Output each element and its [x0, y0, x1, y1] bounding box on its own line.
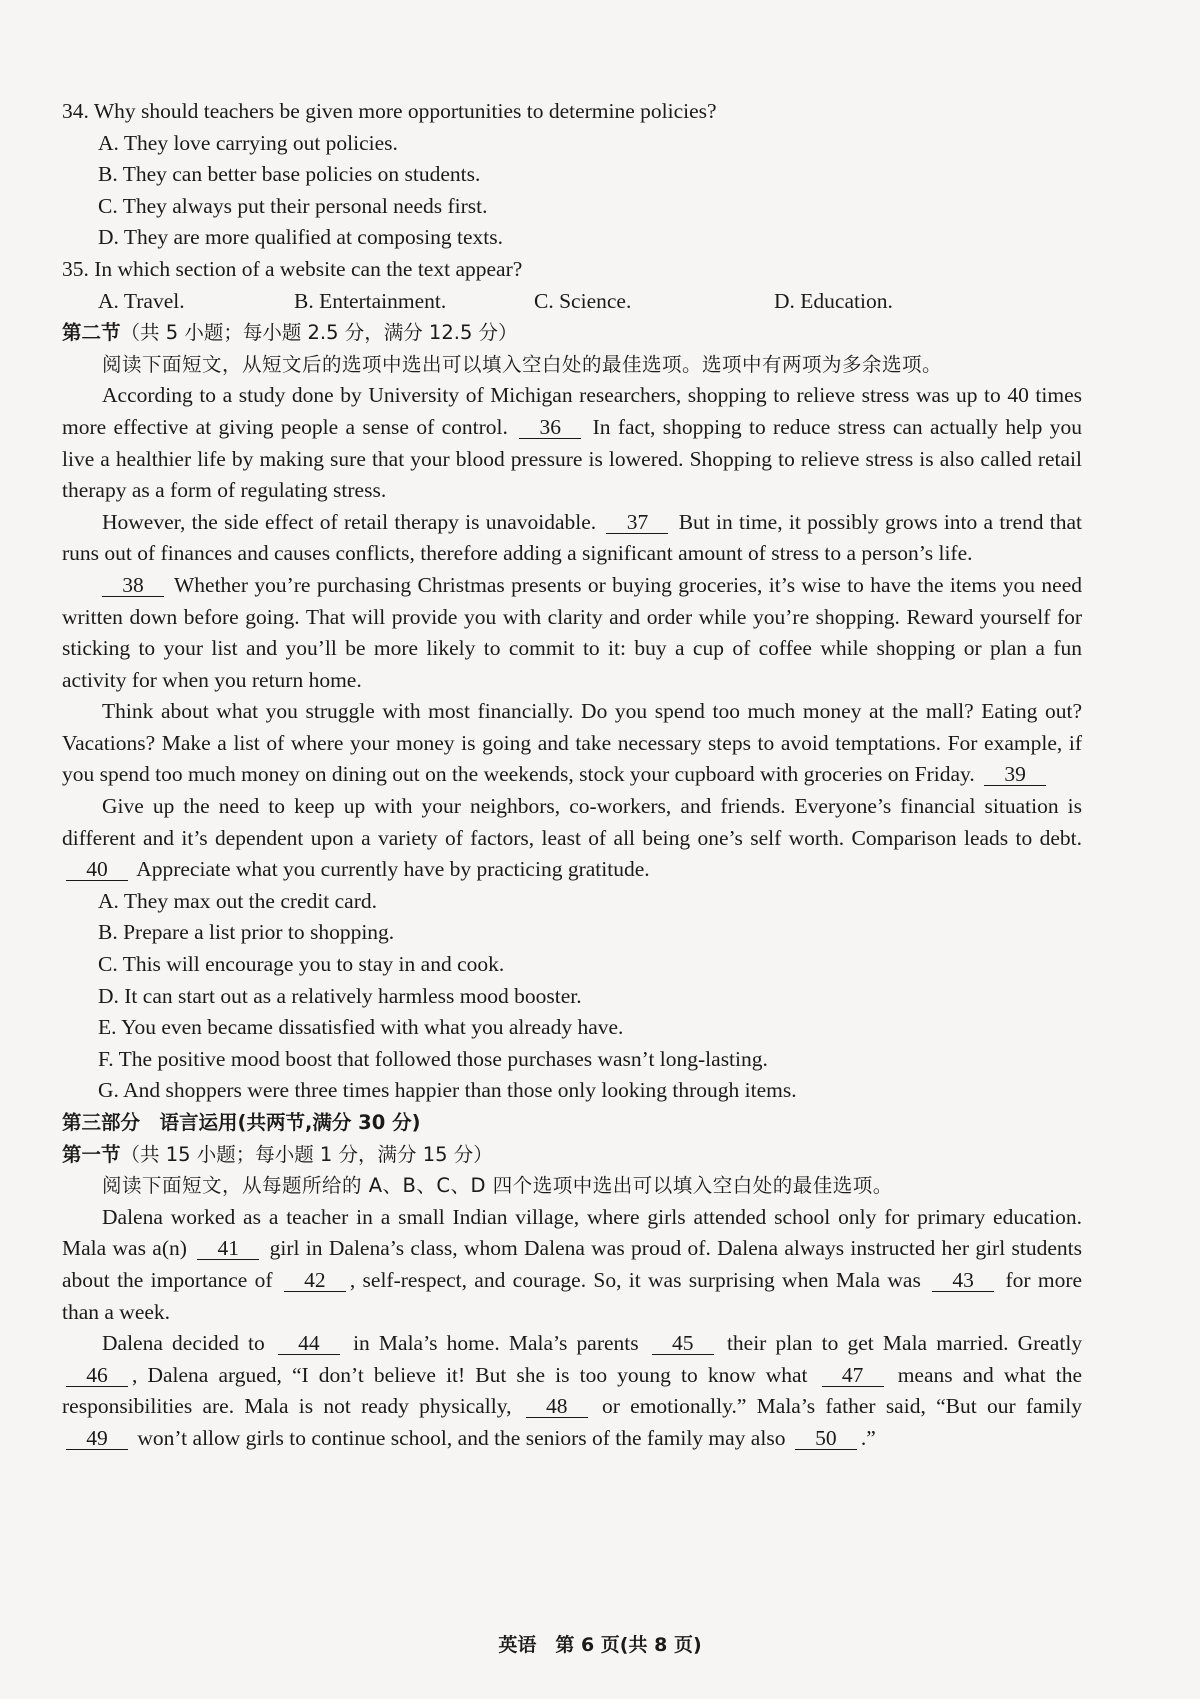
passage-text: girl in Dalena’s class, whom Dalena was proud of. Dalena always instructed her girl students about the importance of	[62, 1236, 1083, 1292]
passage-text: According to a study done by University of Michigan researchers, shopping to relieve stress was up to 40 times more effective at giving people a sense of control.	[62, 383, 1082, 439]
seven-choice-option-b: B. Prepare a list prior to shopping.	[98, 920, 395, 945]
passage-text: In fact, shopping to reduce stress can actually help you live a healthier life by making sure that your blood pressure is lowered. Shopping to relieve stress is also called retail therapy as a form of regulating stress.	[62, 414, 1083, 503]
blank-40: 40	[66, 858, 128, 881]
passage-text: their plan to get Mala married. Greatly	[726, 1331, 1083, 1356]
passage2-paragraph-1	[62, 1202, 1082, 1328]
passage-text: means and what the responsibilities are. Mala is not ready physically,	[62, 1362, 1082, 1419]
part-3-heading	[62, 1107, 1082, 1139]
passage-text: However, the side effect of retail therapy is unavoidable.	[102, 509, 597, 534]
passage-text: Think about what you struggle with most financially. Do you spend too much money at the mall? Eating out? Vacations? Make a list of where your money is going and take necessary steps to avoid temptations. For example, if you spend too much money on dining out on the weekends, stock your cupboard with groceries on Friday.	[62, 699, 1082, 787]
passage1-paragraph-3	[62, 570, 1082, 696]
seven-choice-option-e: E. You even became dissatisfied with what you already have.	[98, 1015, 624, 1040]
question-35-option-b: B. Entertainment.	[294, 288, 447, 313]
question-35-option-a: A. Travel.	[98, 288, 185, 313]
blank-48: 48	[526, 1395, 588, 1418]
blank-42: 42	[284, 1269, 346, 1292]
section-2-heading	[62, 317, 1082, 349]
passage-text: won’t allow girls to continue school, and the seniors of the family may also	[137, 1425, 786, 1450]
passage-text: , self-respect, and courage. So, it was surprising when Mala was	[349, 1267, 921, 1292]
passage1-paragraph-1	[62, 380, 1082, 506]
section-1-info: （共 15 小题；每小题 1 分，满分 15 分）	[120, 1142, 493, 1166]
blank-43: 43	[932, 1269, 994, 1292]
passage1-paragraph-2	[62, 507, 1082, 570]
passage1-paragraph-5	[62, 791, 1082, 886]
blank-38: 38	[102, 574, 164, 597]
passage1-paragraph-4	[62, 696, 1082, 791]
passage-text: Appreciate what you currently have by practicing gratitude.	[136, 857, 650, 882]
section-1-heading	[62, 1139, 1082, 1171]
section-2-title: 第二节	[62, 321, 121, 345]
question-34-stem: 34. Why should teachers be given more opportunities to determine policies?	[62, 99, 717, 123]
section-1-title: 第一节	[62, 1142, 121, 1166]
seven-choice-option-d: D. It can start out as a relatively harmless mood booster.	[98, 983, 582, 1008]
blank-44: 44	[278, 1332, 340, 1355]
seven-choice-option-f: F. The positive mood boost that followed those purchases wasn’t long-lasting.	[98, 1046, 768, 1071]
blank-50: 50	[795, 1427, 857, 1450]
passage-text: .”	[860, 1425, 876, 1450]
part-3-title: 语言运用(共两节,满分 30 分)	[159, 1111, 421, 1134]
passage-text: Give up the need to keep up with your neighbors, co-workers, and friends. Everyone’s financial situation is different and it’s dependent upon a variety of factors, least of all being one’s self worth. Comparison leads to debt.	[62, 794, 1082, 850]
blank-46: 46	[66, 1364, 128, 1387]
blank-37: 37	[606, 511, 668, 534]
passage-text: But in time, it possibly grows into a trend that runs out of finances and causes conflicts, therefore adding a significant amount of stress to a person’s life.	[62, 509, 1083, 566]
section-2-info: （共 5 小题；每小题 2.5 分，满分 12.5 分）	[120, 321, 518, 345]
blank-49: 49	[66, 1427, 128, 1450]
blank-36: 36	[519, 416, 581, 439]
blank-41: 41	[197, 1237, 259, 1260]
question-34-option-d: D. They are more qualified at composing texts.	[98, 225, 504, 250]
section-1-instruction: 阅读下面短文，从每题所给的 A、B、C、D 四个选项中选出可以填入空白处的最佳选项。	[102, 1174, 893, 1198]
seven-choice-option-g: G. And shoppers were three times happier than those only looking through items.	[98, 1078, 797, 1103]
passage-text: for more than a week.	[62, 1267, 1083, 1324]
seven-choice-option-c: C. This will encourage you to stay in and cook.	[98, 952, 505, 977]
blank-45: 45	[652, 1332, 714, 1355]
question-34-option-c: C. They always put their personal needs first.	[98, 193, 488, 218]
question-34-option-b: B. They can better base policies on students.	[98, 162, 481, 187]
passage-text: Dalena decided to	[102, 1331, 265, 1356]
seven-choice-option-a: A. They max out the credit card.	[98, 888, 378, 913]
passage-text: Dalena worked as a teacher in a small Indian village, where girls attended school only for primary education. Mala was a(n)	[62, 1204, 1082, 1261]
question-35-options	[62, 286, 1082, 318]
passage-text: in Mala’s home. Mala’s parents	[353, 1331, 639, 1356]
blank-47: 47	[822, 1364, 884, 1387]
question-35-stem: 35. In which section of a website can the text appear?	[62, 256, 523, 281]
passage-text: Whether you’re purchasing Christmas presents or buying groceries, it’s wise to have the items you need written down before going. That will provide you with clarity and order while you’re shopping. Reward yourself for sticking to your list and you’ll be more likely to commit to it: buy a cup of coffee while shopping or plan a fun activity for when you return home.	[62, 572, 1082, 692]
question-35-option-d: D. Education.	[774, 288, 893, 313]
question-34-option-a: A. They love carrying out policies.	[98, 130, 398, 155]
question-35-option-c: C. Science.	[534, 288, 632, 313]
part-3-label: 第三部分	[62, 1111, 141, 1134]
section-2-instruction: 阅读下面短文，从短文后的选项中选出可以填入空白处的最佳选项。选项中有两项为多余选项。	[102, 352, 943, 376]
passage2-paragraph-2	[62, 1328, 1082, 1454]
blank-39: 39	[984, 763, 1046, 786]
passage-text: , Dalena argued, “I don’t believe it! But she is too young to know what	[132, 1362, 808, 1387]
page-footer: 英语 第 6 页(共 8 页)	[498, 1634, 702, 1656]
passage-text: or emotionally.” Mala’s father said, “But our family	[602, 1394, 1082, 1419]
